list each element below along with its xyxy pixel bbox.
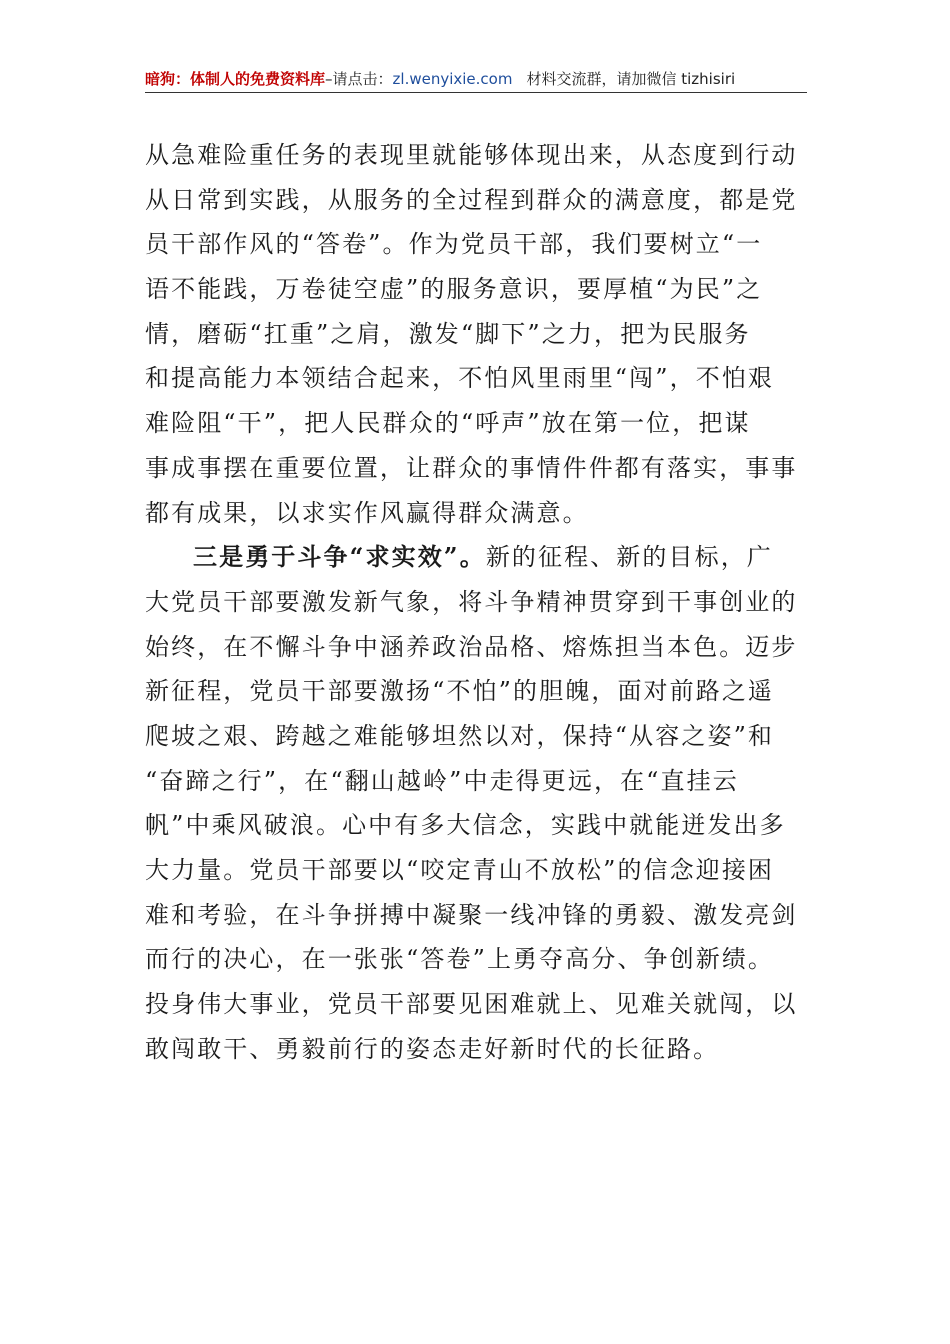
header-brand: 暗狗：体制人的免费资料库 — [145, 70, 326, 88]
text-line: “奋蹄之行”，在“翻山越岭”中走得更远，在“直挂云 — [145, 766, 739, 795]
text-line: 投身伟大事业，党员干部要见困难就上、见难关就闯，以 — [145, 990, 798, 1019]
paragraph-1 — [145, 133, 807, 535]
text-line: 和提高能力本领结合起来，不怕风里雨里“闯”，不怕艰 — [145, 364, 775, 393]
text-line: 员干部作风的“答卷”。作为党员干部，我们要树立“一 — [145, 230, 763, 259]
text-line: 从急难险重任务的表现里就能够体现出来，从态度到行动 — [145, 141, 798, 169]
text-line: 爬坡之艰、跨越之难能够坦然以对，保持“从容之姿”和 — [145, 721, 775, 750]
document-body — [145, 133, 807, 1071]
text-line: 难和考验，在斗争拼搏中凝聚一线冲锋的勇毅、激发亮剑 — [145, 900, 798, 929]
paragraph-2 — [145, 535, 807, 1071]
text-line: 语不能践，万卷徒空虚”的服务意识，要厚植“为民”之 — [145, 275, 763, 304]
text-line: 大力量。党员干部要以“咬定青山不放松”的信念迎接困 — [145, 856, 775, 884]
header-url-link[interactable]: zl.wenyixie.com — [392, 70, 513, 88]
text-line: 情，磨砺“扛重”之肩，激发“脚下”之力，把为民服务 — [145, 319, 751, 348]
section-heading: 三是勇于斗争“求实效”。 — [193, 542, 486, 572]
heading-line-rest: 新的征程、新的目标，广 — [485, 543, 773, 572]
page-header — [145, 66, 807, 93]
text-line: 新征程，党员干部要激扬“不怕”的胆魄，面对前路之遥 — [145, 677, 775, 706]
text-line: 事成事摆在重要位置，让群众的事情件件都有落实，事事 — [145, 453, 798, 482]
text-line: 始终，在不懈斗争中涵养政治品格、熔炼担当本色。迈步 — [145, 632, 798, 661]
header-click-prefix: –请点击： — [325, 70, 393, 88]
text-line: 大党员干部要激发新气象，将斗争精神贯穿到干事创业的 — [145, 587, 798, 616]
text-line: 敢闯敢干、勇毅前行的姿态走好新时代的长征路。 — [145, 1034, 720, 1063]
text-line-first — [145, 535, 807, 580]
text-line: 而行的决心，在一张张“答卷”上勇夺高分、争创新绩。 — [145, 945, 775, 974]
header-group-note: 材料交流群，请加微信 tizhisiri — [526, 70, 736, 88]
text-line: 都有成果，以求实作风赢得群众满意。 — [145, 498, 589, 527]
text-line: 从日常到实践，从服务的全过程到群众的满意度，都是党 — [145, 185, 798, 214]
text-line: 帆”中乘风破浪。心中有多大信念，实践中就能迸发出多 — [145, 811, 786, 840]
text-line: 难险阻“干”，把人民群众的“呼声”放在第一位，把谋 — [145, 409, 751, 438]
